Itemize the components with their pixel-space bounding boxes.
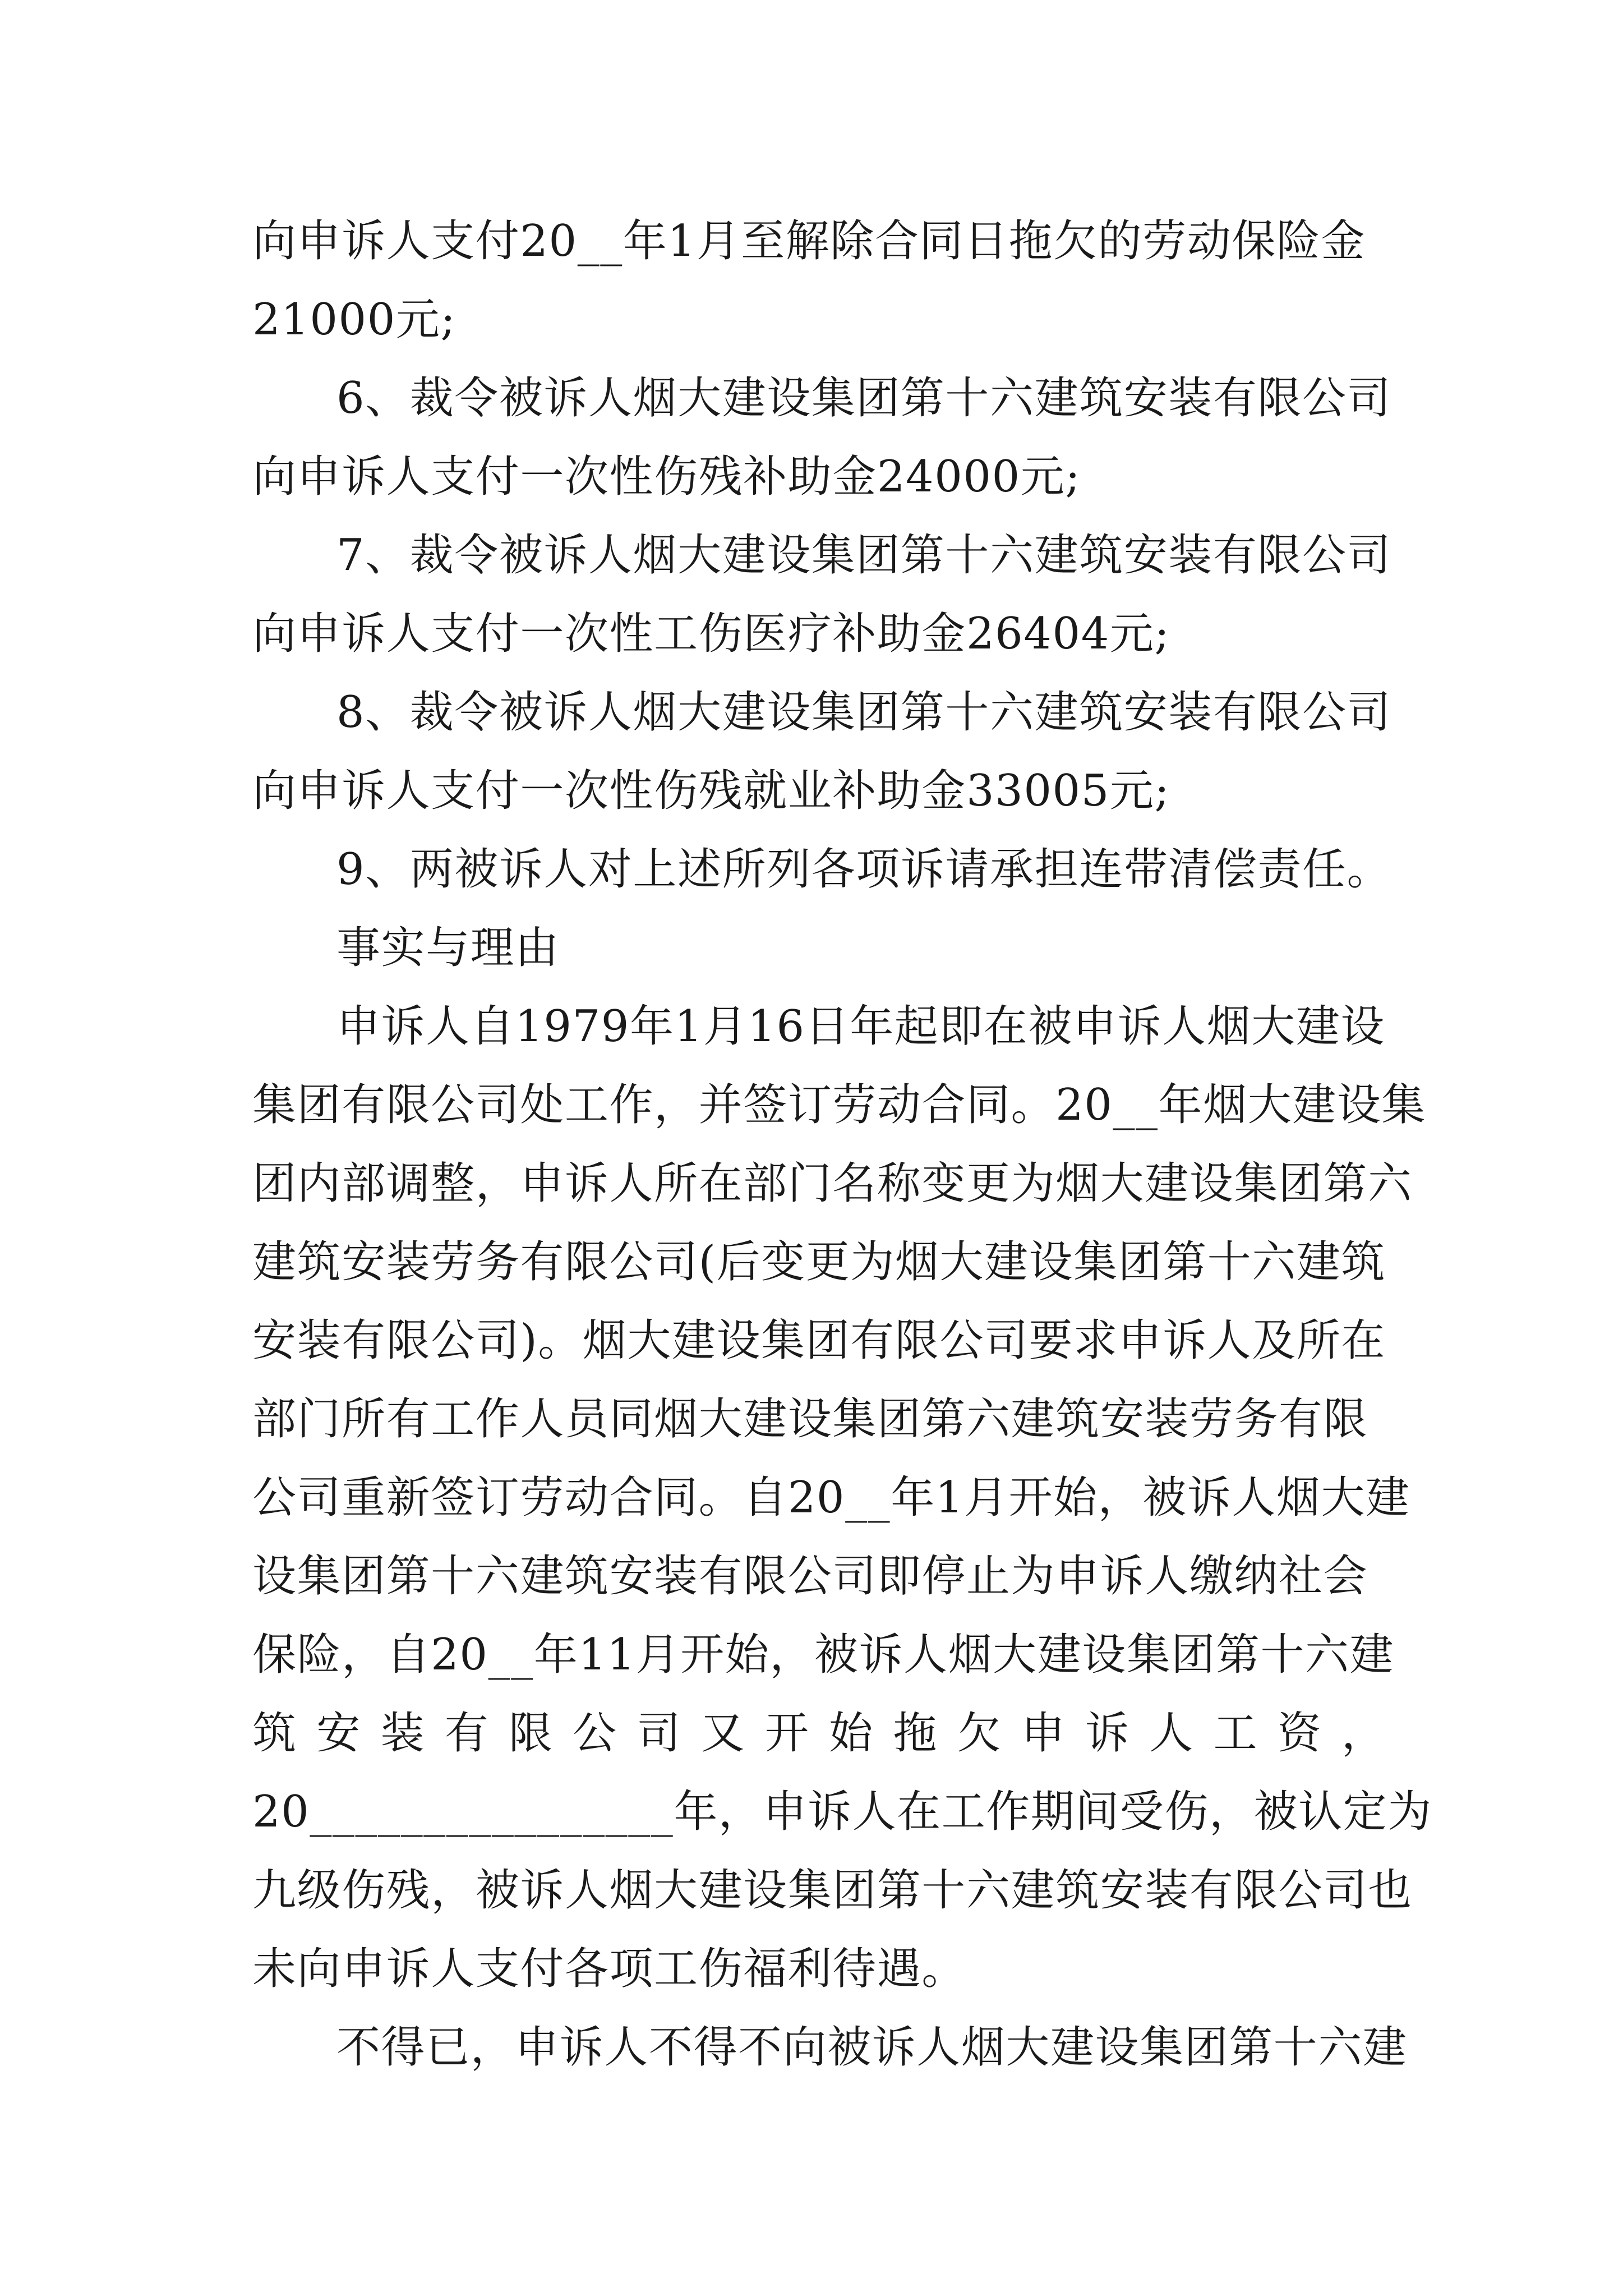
- paragraph-line: 筑 安 装 有 限 公 司 又 开 始 拖 欠 申 诉 人 工 资 ，: [252, 1708, 1385, 1759]
- text-line: 21000元;: [252, 295, 457, 345]
- list-item-9: 9、两被诉人对上述所列各项诉请承担连带清偿责任。: [336, 844, 1392, 895]
- list-item-6: 6、裁令被诉人烟大建设集团第十六建筑安装有限公司: [336, 373, 1392, 424]
- paragraph-line: 集团有限公司处工作，并签订劳动合同。20__年烟大建设集: [252, 1080, 1426, 1130]
- paragraph-line: 不得已，申诉人不得不向被诉人烟大建设集团第十六建: [336, 2022, 1408, 2073]
- paragraph-line: 申诉人自1979年1月16日年起即在被申诉人烟大建设: [336, 1001, 1385, 1052]
- paragraph-line: 设集团第十六建筑安装有限公司即停止为申诉人缴纳社会: [252, 1551, 1368, 1602]
- paragraph-line: 九级伤残，被诉人烟大建设集团第十六建筑安装有限公司也: [252, 1865, 1413, 1916]
- paragraph-line: 20________________年，申诉人在工作期间受伤，被认定为: [252, 1787, 1432, 1837]
- paragraph-line: 安装有限公司)。烟大建设集团有限公司要求申诉人及所在: [252, 1315, 1386, 1366]
- section-heading: 事实与理由: [336, 923, 560, 973]
- text-line: 向申诉人支付一次性伤残补助金24000元;: [252, 452, 1081, 502]
- paragraph-line: 部门所有工作人员同烟大建设集团第六建筑安装劳务有限: [252, 1394, 1368, 1444]
- paragraph-line: 团内部调整，申诉人所在部门名称变更为烟大建设集团第六: [252, 1158, 1413, 1209]
- paragraph-line: 公司重新签订劳动合同。自20__年1月开始，被诉人烟大建: [252, 1473, 1410, 1523]
- paragraph-line: 未向申诉人支付各项工伤福利待遇。: [252, 1944, 966, 1994]
- list-item-8: 8、裁令被诉人烟大建设集团第十六建筑安装有限公司: [336, 687, 1392, 738]
- paragraph-line: 保险，自20__年11月开始，被诉人烟大建设集团第十六建: [252, 1630, 1395, 1680]
- list-item-7: 7、裁令被诉人烟大建设集团第十六建筑安装有限公司: [336, 530, 1392, 581]
- text-line: 向申诉人支付一次性工伤医疗补助金26404元;: [252, 609, 1170, 659]
- text-line: 向申诉人支付一次性伤残就业补助金33005元;: [252, 766, 1170, 816]
- paragraph-line: 建筑安装劳务有限公司(后变更为烟大建设集团第十六建筑: [252, 1237, 1386, 1287]
- text-line: 向申诉人支付20__年1月至解除合同日拖欠的劳动保险金: [252, 216, 1366, 266]
